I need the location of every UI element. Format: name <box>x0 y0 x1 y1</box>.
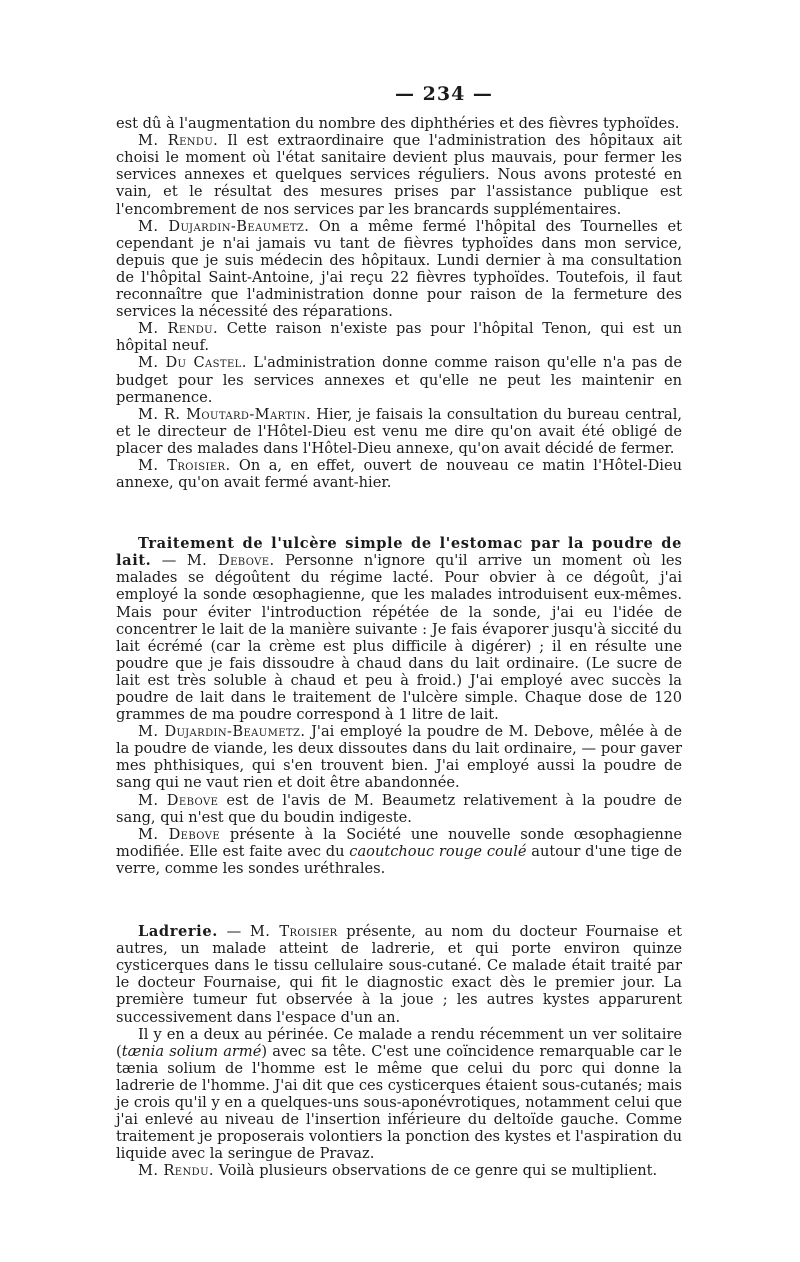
speaker-name: M. Rendu. <box>138 320 219 338</box>
paragraph-du-castel: M. Du Castel. L'administration donne comme raison qu'elle n'a pas de budget pour les services annexes et qu'elle ne peut les maintenir en permanence. <box>116 354 683 406</box>
speaker-name: M. Troisier <box>249 923 338 941</box>
page-body <box>116 83 683 1180</box>
section-ulcere: Traitement de l'ulcère simple de l'estomac par la poudre de lait. — M. Debove. Personne n'ignore qu'il arrive un moment où les malades se dégoûtent du régime lacté. Pour obvier à ce dégoût, j'ai employé la sonde œsophagienne, que les malades introduisent eux-mêmes. Mais pour éviter l'introduction répétée de la sonde, j'ai eu l'idée de concentrer le lait de la manière suivante : Je fais évaporer jusqu'à siccité du lait écrémé (car la crème est plus difficile à digérer) ; il en résulte une poudre que je fais dissoudre à chaud dans du lait ordinaire. (Le sucre de lait est très soluble à chaud et peu à froid.) J'ai employé avec succès la poudre de lait dans le traitement de l'ulcère simple. Chaque dose de 120 grammes de ma poudre correspond à 1 litre de lait. <box>116 535 682 724</box>
speaker-name: M. R. Moutard-Martin. <box>138 405 311 423</box>
speaker-name: M. Dujardin-Beaumetz. <box>138 723 306 741</box>
paragraph-rendu-1: M. Rendu. Il est extraordinaire que l'administration des hôpitaux ait choisi le moment où l'état sanitaire devient plus mauvais, pour fermer les services annexes et quelques services réguliers. Nous avons protesté en vain, et le résultat des mesures prises par l'assistance publique est l'encombrement de nos services par les brancards supplémentaires. <box>116 132 682 218</box>
speaker-name: M. Rendu. <box>138 1162 214 1180</box>
paragraph-troisier-1: M. Troisier. On a, en effet, ouvert de nouveau ce matin l'Hôtel-Dieu annexe, qu'on avait fermé avant-hier. <box>116 456 682 492</box>
paragraph-continuation: est dû à l'augmentation du nombre des diphthéries et des fièvres typhoïdes. <box>116 115 680 133</box>
section-ladrerie: Ladrerie. — M. Troisier présente, au nom du docteur Fournaise et autres, un malade atteint de ladrerie, et qui porte environ quinze cysticerques dans le tissu cellulaire sous-cutané. Ce malade était traité par le docteur Fournaise, qui fit le diagnostic exact dès le premier jour. La première tumeur fut observée à la joue ; les autres kystes apparurent successivement dans l'espace d'un an. <box>116 923 682 1026</box>
page-number: — 234 — <box>395 83 493 105</box>
paragraph-rendu-3: M. Rendu. Voilà plusieurs observations de ce genre qui se multiplient. <box>138 1162 658 1180</box>
speaker-name: M. Debove <box>138 825 221 843</box>
section-title: Traitement de l'ulcère simple de l'estomac par la poudre de lait. <box>116 535 682 570</box>
paragraph-rendu-2: M. Rendu. Cette raison n'existe pas pour l'hôpital Tenon, qui est un hôpital neuf. <box>116 320 682 355</box>
speaker-name: M. Debove <box>138 791 219 809</box>
paragraph-debove-1: M. Debove est de l'avis de M. Beaumetz relativement à la poudre de sang, qui n'est que du boudin indigeste. <box>116 791 682 826</box>
speaker-name: M. Troisier. <box>138 456 231 474</box>
speaker-name: M. Dujardin-Beaumetz. <box>138 217 310 235</box>
speaker-name: M. Du Castel. <box>138 354 247 372</box>
paragraph-debove-2: M. Debove présente à la Société une nouvelle sonde œsophagienne modifiée. Elle est faite avec du caoutchouc rouge coulé autour d'une tige de verre, comme les sondes uréthrales. <box>116 825 682 877</box>
paragraph-dujardin-1: M. Dujardin-Beaumetz. On a même fermé l'hôpital des Tournelles et cependant je n'ai jamais vu tant de fièvres typhoïdes dans mon service, depuis que je suis médecin des hôpitaux. Lundi dernier à ma consultation de l'hôpital Saint-Antoine, j'ai reçu 22 fièvres typhoïdes. Toutefois, il faut reconnaître que l'administration donne pour raison de la fermeture des services la nécessité des réparations. <box>116 217 682 321</box>
speaker-name: M. Debove. <box>186 552 275 570</box>
paragraph-moutard-martin: M. R. Moutard-Martin. Hier, je faisais la consultation du bureau central, et le directeur de l'Hôtel-Dieu est venu me dire qu'on avait été obligé de placer des malades dans l'Hôtel-Dieu annexe, qu'on avait décidé de fermer. <box>116 405 682 457</box>
paragraph-dujardin-2: M. Dujardin-Beaumetz. J'ai employé la poudre de M. Debove, mêlée à de la poudre de viande, les deux dissoutes dans du lait ordinaire, — pour gaver mes phthisiques, qui s'en trouvent bien. J'ai employé aussi la poudre de sang qui ne vaut rien et doit être abandonnée. <box>116 723 683 792</box>
section-title: Ladrerie. <box>138 923 218 941</box>
paragraph-ladrerie-2: Il y en a deux au périnée. Ce malade a rendu récemment un ver solitaire (tænia solium armé) avec sa tête. C'est une coïncidence remarquable car le tænia solium de l'homme est le même que celui du porc qui donne la ladrerie de l'homme. J'ai dit que ces cysticerques étaient sous-cutanés; mais je crois qu'il y en a quelques-uns sous-aponévrotiques, notamment celui que j'ai enlevé au niveau de l'insertion inférieure du deltoïde gauche. Comme traitement je proposerais volontiers la ponction des kystes et l'aspiration du liquide avec la seringue de Pravaz. <box>116 1025 682 1163</box>
speaker-name: M. Rendu. <box>138 132 219 150</box>
